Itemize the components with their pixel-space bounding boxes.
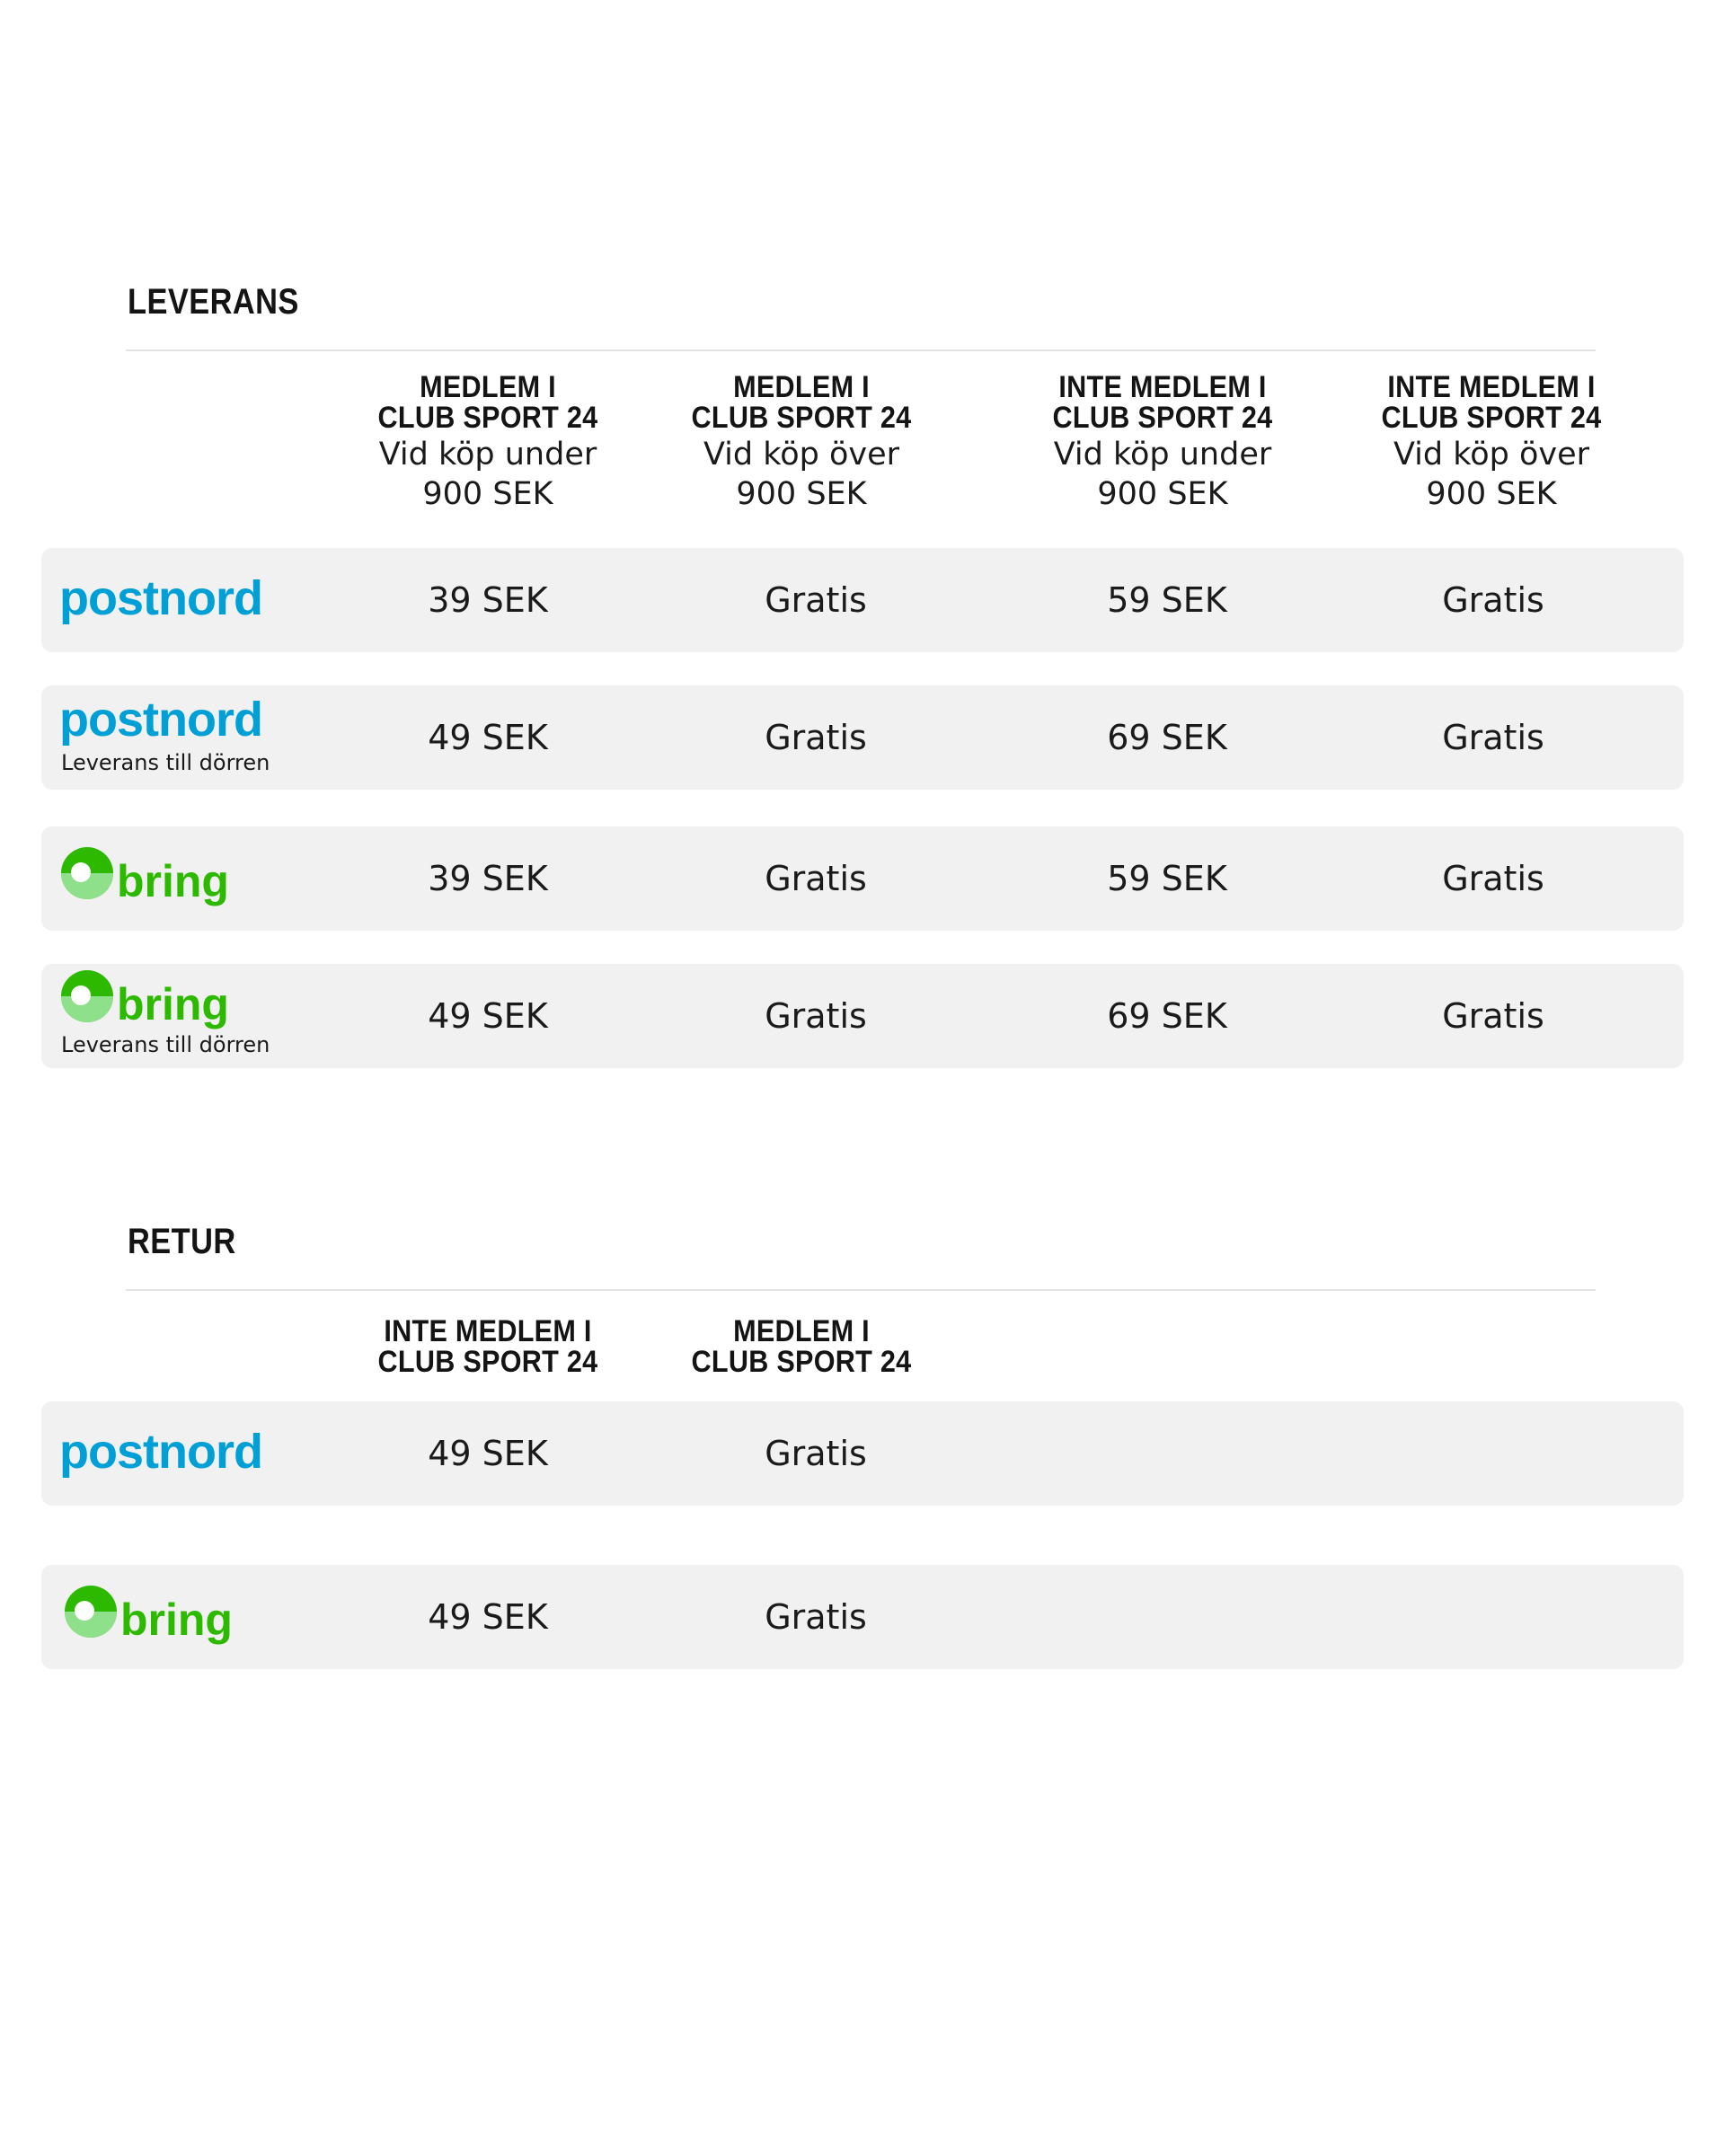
bring-logo-icon bbox=[59, 968, 239, 1030]
svg-text:postnord: postnord bbox=[59, 693, 262, 747]
column-condition-line: 900 SEK bbox=[422, 476, 553, 512]
price-cell: 59 SEK bbox=[1107, 859, 1227, 898]
price-cell: Gratis bbox=[765, 1434, 867, 1473]
column-member-line: CLUB SPORT 24 bbox=[691, 1345, 912, 1379]
price-cell: 59 SEK bbox=[1107, 580, 1227, 620]
returns-section-title: RETUR bbox=[128, 1222, 236, 1261]
delivery-row-bring bbox=[41, 826, 1684, 931]
delivery-column-header bbox=[1001, 372, 1324, 512]
price-cell: Gratis bbox=[1442, 580, 1544, 620]
returns-row-postnord bbox=[41, 1401, 1684, 1506]
column-condition-line: 900 SEK bbox=[1426, 476, 1557, 512]
svg-text:postnord: postnord bbox=[59, 571, 262, 625]
column-member-line: MEDLEM I bbox=[420, 370, 556, 404]
delivery-row-postnord-door bbox=[41, 685, 1684, 790]
returns-divider bbox=[126, 1289, 1596, 1291]
price-cell: 69 SEK bbox=[1107, 718, 1227, 757]
svg-text:postnord: postnord bbox=[59, 1425, 262, 1479]
price-cell: Gratis bbox=[765, 1597, 867, 1637]
price-cell: 49 SEK bbox=[428, 1597, 548, 1637]
delivery-section-title: LEVERANS bbox=[128, 282, 299, 322]
column-condition-line: Vid köp över bbox=[703, 437, 900, 473]
column-member-line: INTE MEDLEM I bbox=[1058, 370, 1267, 404]
postnord-logo bbox=[59, 685, 329, 790]
svg-text:bring: bring bbox=[117, 856, 229, 906]
carrier-subtitle: Leverans till dörren bbox=[61, 1032, 270, 1057]
postnord-logo-icon bbox=[59, 693, 284, 747]
column-member-line: CLUB SPORT 24 bbox=[1052, 401, 1273, 435]
delivery-column-header bbox=[1330, 372, 1653, 512]
price-cell: 49 SEK bbox=[428, 996, 548, 1036]
delivery-row-bring-door bbox=[41, 964, 1684, 1068]
column-condition-line: Vid köp över bbox=[1393, 437, 1590, 473]
price-cell: 39 SEK bbox=[428, 580, 548, 620]
column-member-line: CLUB SPORT 24 bbox=[1381, 401, 1602, 435]
price-cell: 69 SEK bbox=[1107, 996, 1227, 1036]
delivery-divider bbox=[126, 349, 1596, 351]
bring-logo bbox=[59, 1565, 329, 1669]
column-member-line: CLUB SPORT 24 bbox=[377, 1345, 598, 1379]
price-cell: Gratis bbox=[765, 718, 867, 757]
column-member-line: CLUB SPORT 24 bbox=[691, 401, 912, 435]
column-member-line: INTE MEDLEM I bbox=[384, 1314, 592, 1348]
postnord-logo-icon bbox=[59, 1425, 284, 1479]
column-member-line: CLUB SPORT 24 bbox=[377, 401, 598, 435]
price-cell: Gratis bbox=[765, 859, 867, 898]
column-member-line: MEDLEM I bbox=[733, 1314, 870, 1348]
column-member-line: INTE MEDLEM I bbox=[1387, 370, 1596, 404]
returns-column-header bbox=[640, 1316, 963, 1377]
column-condition-line: Vid köp under bbox=[378, 437, 597, 473]
returns-column-header bbox=[326, 1316, 650, 1377]
returns-row-bring bbox=[41, 1565, 1684, 1669]
price-cell: Gratis bbox=[765, 996, 867, 1036]
bring-logo bbox=[59, 964, 329, 1068]
delivery-column-header bbox=[640, 372, 963, 512]
postnord-logo-icon bbox=[59, 571, 284, 625]
column-member-line: MEDLEM I bbox=[733, 370, 870, 404]
price-cell: 39 SEK bbox=[428, 859, 548, 898]
svg-text:bring: bring bbox=[120, 1595, 233, 1645]
delivery-column-header bbox=[326, 372, 650, 512]
price-cell: Gratis bbox=[765, 580, 867, 620]
column-condition-line: 900 SEK bbox=[736, 476, 867, 512]
price-cell: 49 SEK bbox=[428, 718, 548, 757]
column-condition-line: 900 SEK bbox=[1097, 476, 1228, 512]
bring-logo bbox=[59, 826, 329, 931]
price-cell: Gratis bbox=[1442, 996, 1544, 1036]
price-cell: Gratis bbox=[1442, 718, 1544, 757]
postnord-logo bbox=[59, 548, 329, 652]
bring-logo-icon bbox=[63, 1583, 243, 1655]
carrier-subtitle: Leverans till dörren bbox=[61, 750, 270, 775]
svg-text:bring: bring bbox=[117, 979, 229, 1029]
price-cell: 49 SEK bbox=[428, 1434, 548, 1473]
delivery-row-postnord bbox=[41, 548, 1684, 652]
column-condition-line: Vid köp under bbox=[1053, 437, 1272, 473]
bring-logo-icon bbox=[59, 844, 239, 916]
price-cell: Gratis bbox=[1442, 859, 1544, 898]
postnord-logo bbox=[59, 1401, 329, 1506]
